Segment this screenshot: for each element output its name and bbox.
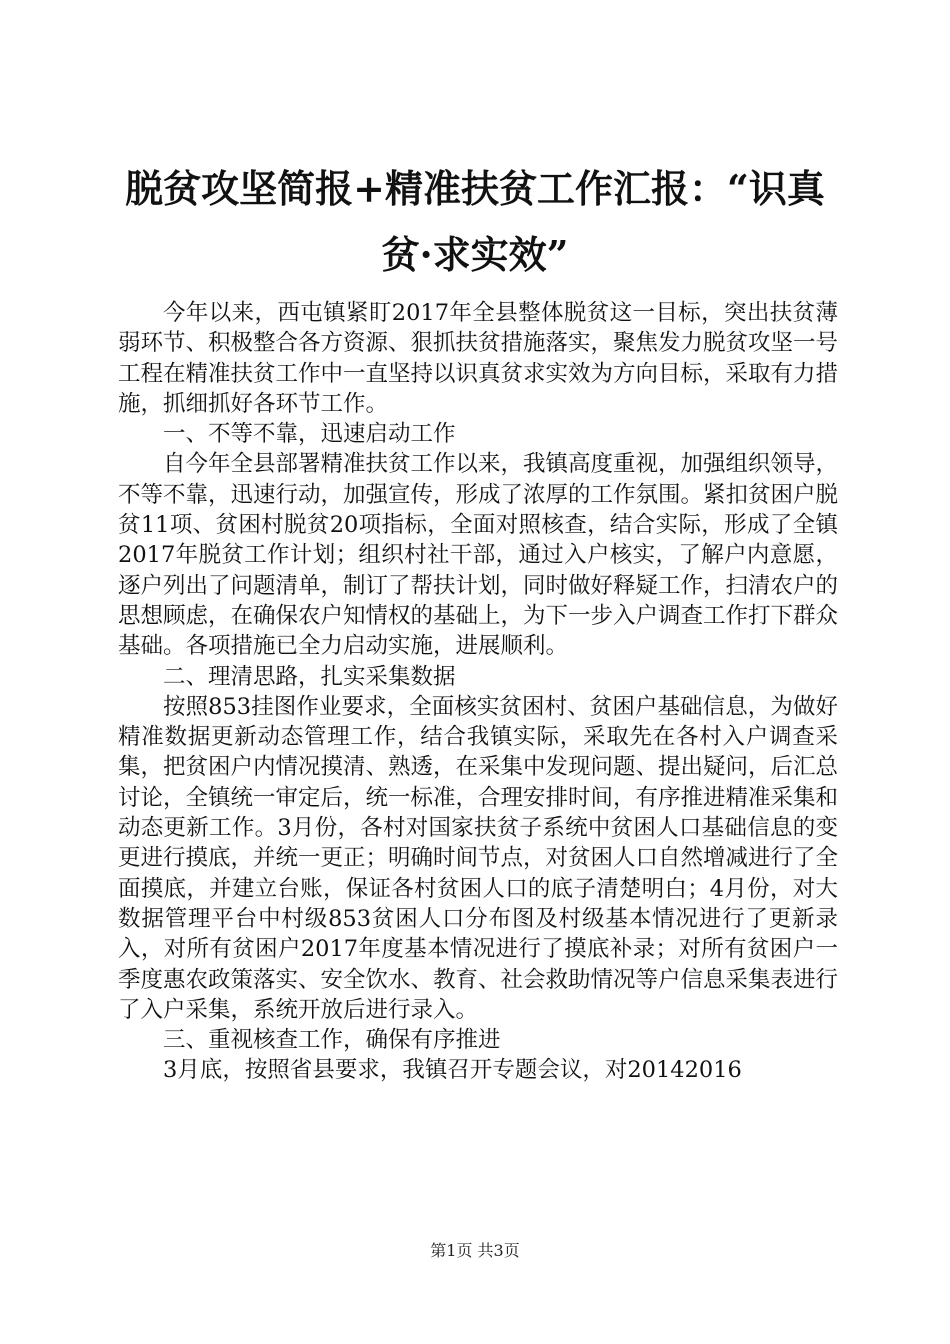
section-heading-3: 三、重视核查工作，确保有序推进 xyxy=(163,1027,501,1054)
paragraph-section-2: 按照853挂图作业要求，全面核实贫困村、贫困户基础信息，为做好精准数据更新动态管理工作，结合我镇实际，采取先在各村入户调查采集，把贫困户内情况摸清、熟透，在采集中发现问题、提出疑问，后汇总讨论，全镇统一审定后，统一标准，合理安排时间，有序推进精准采集和动态更新工作。3月份，各村对国家扶贫子系统中贫困人口基础信息的变更进行摸底，并统一更正；明确时间节点，对贫困人口自然增减进行了全面摸底，并建立台账，保证各村贫困人口的底子清楚明白；4月份，对大数据管理平台中村级853贫困人口分布图及村级基本情况进行了更新录入，对所有贫困户2017年度基本情况进行了摸底补录；对所有贫困户一季度惠农政策落实、安全饮水、教育、社会救助情况等户信息采集表进行了入户采集，系统开放后进行录入。 xyxy=(118,693,839,1023)
paragraph-section-3: 3月底，按照省县要求，我镇召开专题会议，对20142016 xyxy=(163,1057,742,1084)
document-title xyxy=(100,156,850,288)
title-line-2: 贫·求实效” xyxy=(381,232,569,277)
title-line-1: 脱贫攻坚简报+精准扶贫工作汇报：“识真 xyxy=(125,166,825,211)
document-body xyxy=(118,298,838,1086)
section-heading-1: 一、不等不靠，迅速启动工作 xyxy=(163,421,456,448)
paragraph-intro: 今年以来，西屯镇紧盯2017年全县整体脱贫这一目标，突出扶贫薄弱环节、积极整合各方资源、狠抓扶贫措施落实，聚焦发力脱贫攻坚一号工程在精准扶贫工作中一直坚持以识真贫求实效为方向目标，采取有力措施，抓细抓好各环节工作。 xyxy=(118,300,839,417)
paragraph-section-1: 自今年全县部署精准扶贫工作以来，我镇高度重视，加强组织领导，不等不靠，迅速行动，加强宣传，形成了浓厚的工作氛围。紧扣贫困户脱贫11项、贫困村脱贫20项指标，全面对照核查，结合实际，形成了全镇2017年脱贫工作计划；组织村社干部，通过入户核实，了解户内意愿，逐户列出了问题清单，制订了帮扶计划，同时做好释疑工作，扫清农户的思想顾虑，在确保农户知情权的基础上，为下一步入户调查工作打下群众基础。各项措施已全力启动实施，进展顺利。 xyxy=(118,451,839,660)
page-footer: 第1页 共3页 xyxy=(430,1241,520,1260)
section-heading-2: 二、理清思路，扎实采集数据 xyxy=(163,663,456,690)
